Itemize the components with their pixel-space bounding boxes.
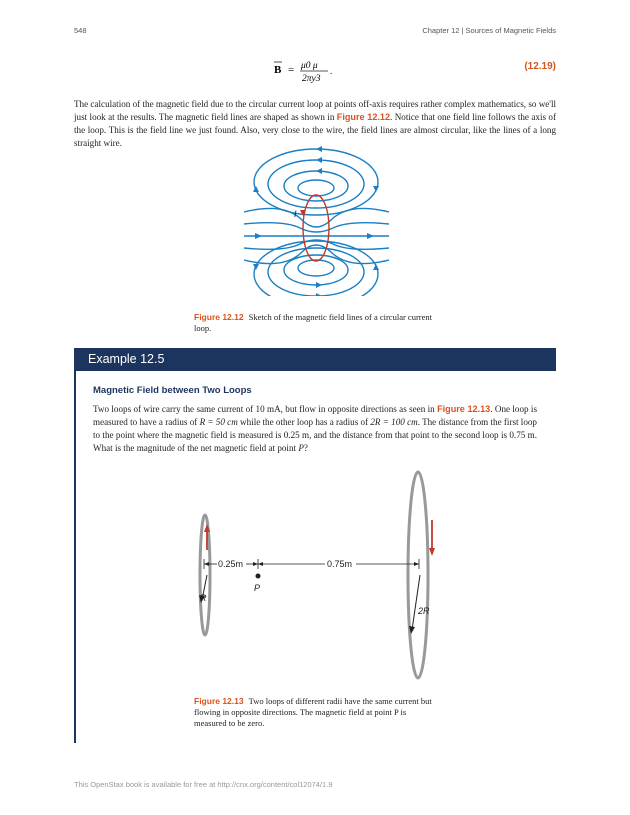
chapter-title: Chapter 12 | Sources of Magnetic Fields	[422, 26, 556, 35]
current-loop	[303, 195, 329, 261]
large-loop	[408, 472, 428, 678]
field-loop	[254, 149, 378, 215]
example-banner: Example 12.5	[74, 348, 556, 371]
intro-paragraph: The calculation of the magnetic field due to the circular current loop at points off-axis requires rather complex mathematics, so we'll just look at the results. The magnetic field lines are shaped as shown in Figure 12.12. Notice that one field line follows the axis of the loop. This is the field line we just found. Also, very close to the wire, the field lines are almost circular, like the lines of a long straight wire.	[74, 99, 557, 148]
equation-number: (12.19)	[524, 61, 556, 72]
field-loop	[298, 180, 334, 196]
figure-12-13-caption: Figure 12.13 Two loops of different radii have the same current but flowing in opposite directions. The magnetic field at point P is measured to be zero.	[194, 696, 432, 728]
eq-numerator: μ0 μ	[301, 61, 318, 71]
large-loop-current-arrow-icon	[429, 548, 435, 556]
figure-12-12-caption: Figure 12.12 Sketch of the magnetic field lines of a circular current loop.	[194, 312, 432, 333]
equation-12-19	[272, 59, 362, 89]
field-lines-figure	[244, 146, 389, 296]
radius-large-label: 2R	[418, 606, 430, 616]
footer-link[interactable]: This OpenStax book is available for free at http://cnx.org/content/col12074/1.9	[74, 780, 333, 789]
figure-12-12-link[interactable]: Figure 12.12	[336, 112, 391, 122]
svg-text:.: .	[330, 66, 333, 76]
radius-small-label: R	[200, 593, 207, 603]
figure-12-13-link[interactable]: Figure 12.13	[437, 404, 491, 414]
eq-equals: =	[288, 64, 295, 76]
example-sidebar	[74, 371, 76, 743]
current-label: I	[294, 209, 297, 219]
distance-label-1: 0.25m	[218, 559, 244, 569]
two-loops-figure	[190, 470, 450, 682]
point-label: P	[254, 583, 261, 593]
example-text: Two loops of wire carry the same current of 10 mA, but flow in opposite directions as seen in Figure 12.13. One loop is measured to have a radius of R = 50 cm while the other loop has a radius of 2R = 100 cm. The distance from the first loop to the point where the magnetic field is measured is 0.25 m, and the distance from that point to the second loop is 0.75 m. What is the magnitude of the net magnetic field at point P?	[93, 404, 537, 453]
field-loop	[298, 260, 334, 276]
example-title: Magnetic Field between Two Loops	[93, 385, 252, 396]
field-line	[244, 208, 389, 227]
eq-lhs: B	[274, 64, 282, 76]
small-loop	[200, 515, 210, 635]
page-number: 548	[74, 26, 87, 35]
eq-denominator: 2πy3	[302, 74, 321, 84]
point-p	[256, 574, 261, 579]
distance-label-2: 0.75m	[327, 559, 353, 569]
